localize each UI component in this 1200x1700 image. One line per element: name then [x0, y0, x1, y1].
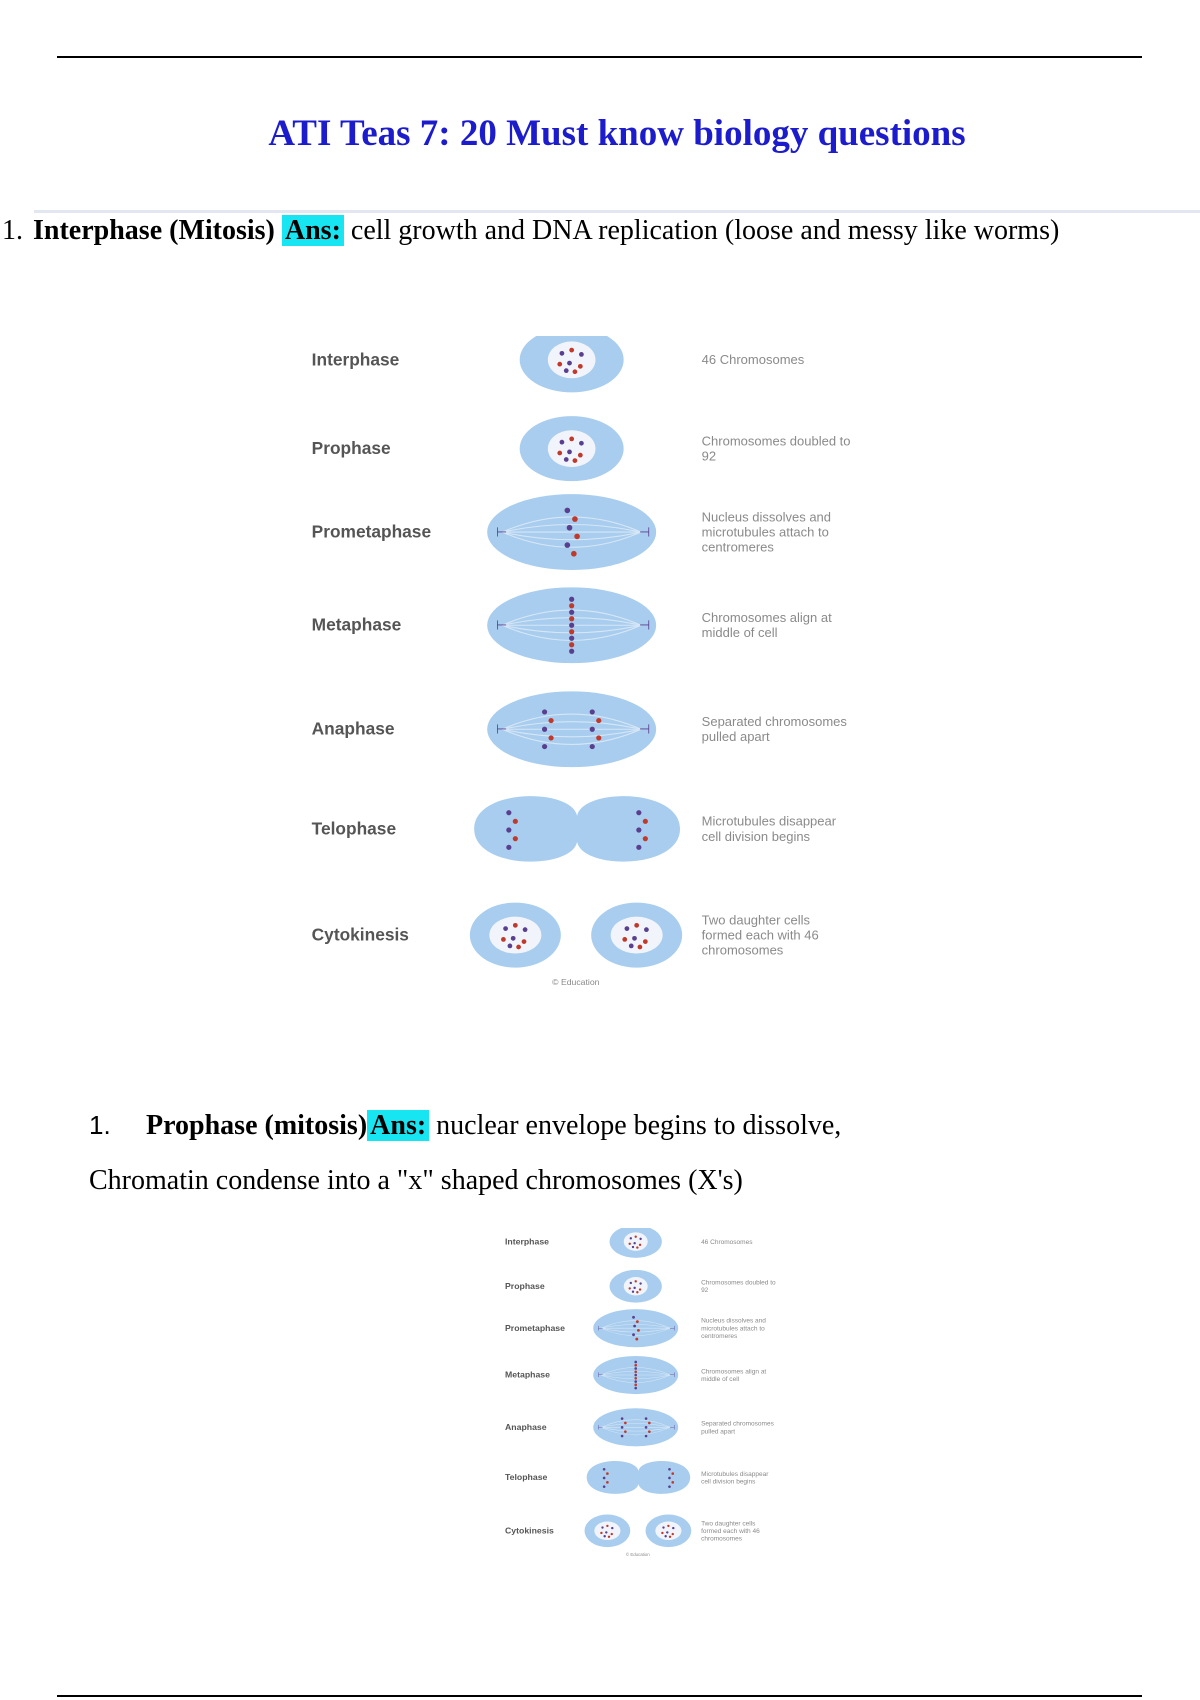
stage-note [702, 433, 851, 463]
chromosome-dot [600, 1532, 602, 1534]
chromosome-dot [567, 525, 573, 531]
centrosome-left: ⊢ [597, 1325, 604, 1333]
chromosome-dot [578, 453, 583, 458]
stage-note [702, 352, 805, 367]
daughter-nucleus [594, 1522, 620, 1541]
chromosome-dot [590, 727, 595, 732]
chromosome-dot [523, 927, 528, 932]
chromosome-dot [634, 1374, 637, 1377]
chromosome-dot [643, 819, 648, 824]
chromosome-dot [621, 1417, 624, 1420]
chromosome-dot [578, 364, 583, 369]
chromosome-dot [603, 1477, 606, 1480]
chromosome-dot [625, 926, 630, 931]
stage-note-line: Separated chromosomes [701, 714, 847, 729]
chromosome-dot [668, 1468, 671, 1471]
chromosome-dot [635, 1280, 637, 1282]
chromosome-dot [572, 516, 578, 522]
chromosome-dot [557, 451, 562, 456]
chromosome-dot [671, 1481, 674, 1484]
stage-note-line: 46 Chromosomes [701, 1238, 753, 1246]
cell-body [587, 1461, 690, 1494]
chromosome-dot [624, 1422, 627, 1425]
stage-label: Prophase [311, 438, 391, 459]
question-1-term: Interphase (Mitosis) [33, 215, 275, 246]
chromosome-dot [569, 603, 574, 608]
chromosome-dot [611, 1533, 613, 1535]
chromosome-dot [667, 1525, 669, 1527]
chromosome-dot [630, 1282, 632, 1284]
stage-note-line: Nucleus dissolves and [701, 1317, 766, 1325]
centrosome-right: ⊣ [669, 1372, 676, 1380]
daughter-nucleus [611, 917, 663, 954]
stage-note-line: pulled apart [701, 1428, 736, 1436]
chromosome-dot [636, 1291, 638, 1293]
chromosome-dot [603, 1468, 606, 1471]
stage-note-line: Two daughter cells [701, 912, 811, 928]
chromosome-dot [567, 450, 572, 455]
chromosome-dot [501, 937, 506, 942]
stage-note-line: cell division begins [701, 1478, 756, 1486]
chromosome-dot [611, 1527, 613, 1529]
question-2-answer-line2: Chromatin condense into a "x" shaped chromosomes (X's) [89, 1165, 743, 1196]
chromosome-dot [522, 939, 527, 944]
stage-label: Telophase [505, 1472, 548, 1483]
chromosome-dot [621, 1435, 624, 1438]
chromosome-dot [557, 362, 562, 367]
chromosome-dot [632, 936, 637, 941]
stage-note-line: 92 [701, 448, 717, 464]
chromosome-dot [564, 457, 569, 462]
chromosome-dot [608, 1536, 610, 1538]
question-2-term: Prophase (mitosis) [146, 1110, 368, 1141]
centrosome-right: ⊣ [669, 1325, 676, 1333]
chromosome-dot [632, 1316, 635, 1319]
stage-note-line: Two daughter cells [701, 1520, 756, 1528]
chromosome-dot [661, 1532, 663, 1534]
stage-note [702, 714, 848, 744]
chromosome-dot [606, 1481, 609, 1484]
stage-note-line: Separated chromosomes [701, 1420, 774, 1428]
stage-note-line: cell division begins [701, 828, 811, 844]
stage-label: Cytokinesis [505, 1525, 554, 1536]
chromosome-dot [564, 368, 569, 373]
stage-label: Prometaphase [505, 1322, 565, 1333]
stage-note-line: formed each with 46 [701, 1527, 760, 1535]
chromosome-dot [603, 1485, 606, 1488]
stage-note [702, 814, 837, 844]
stage-cytokinesis [312, 903, 819, 986]
chromosome-dot [636, 1246, 638, 1248]
chromosome-dot [506, 810, 511, 815]
bottom-rule [57, 1695, 1142, 1697]
chromosome-dot [569, 642, 574, 647]
stage-note-line: Microtubules disappear [701, 1470, 769, 1478]
chromosome-dot [629, 1287, 631, 1289]
chromosome-dot [569, 629, 574, 634]
stage-note [701, 1520, 760, 1542]
chromosome-dot [548, 735, 553, 740]
chromosome-dot [629, 1243, 631, 1245]
centrosome-left: ⊢ [495, 721, 508, 737]
chromosome-dot [636, 827, 641, 832]
stage-note-line: Chromosomes doubled to [701, 433, 851, 449]
chromosome-dot [511, 936, 516, 941]
chromosome-dot [579, 352, 584, 357]
stage-prophase [312, 416, 851, 481]
chromosome-dot [632, 1290, 634, 1292]
chromosome-dot [644, 927, 649, 932]
stage-anaphase [312, 691, 848, 767]
chromosome-dot [569, 597, 574, 602]
centrosome-left: ⊢ [597, 1372, 604, 1380]
chromosome-dot [506, 827, 511, 832]
chromosome-dot [506, 845, 511, 850]
question-1-body [33, 213, 1173, 249]
chromosome-dot [645, 1435, 648, 1438]
chromosome-dot [634, 923, 639, 928]
stage-prometaphase [505, 1309, 766, 1347]
chromosome-dot [672, 1533, 674, 1535]
stage-note-line: centromeres [701, 1332, 738, 1340]
chromosome-dot [630, 1237, 632, 1239]
chromosome-dot [664, 1535, 666, 1537]
chromosome-dot [645, 1417, 648, 1420]
chromosome-dot [565, 508, 571, 514]
chromosome-dot [548, 718, 553, 723]
chromosome-dot [560, 351, 565, 356]
question-2-ans-label: Ans: [367, 1110, 429, 1141]
centrosome-left: ⊢ [597, 1424, 604, 1432]
stage-note-line: chromosomes [701, 1535, 742, 1543]
stage-note [701, 1280, 776, 1295]
stage-label: Interphase [311, 349, 400, 370]
chromosome-dot [560, 440, 565, 445]
chromosome-dot [621, 1426, 624, 1429]
chromosome-dot [571, 551, 577, 557]
chromosome-dot [606, 1472, 609, 1475]
chromosome-dot [634, 1380, 637, 1383]
stage-note [701, 1421, 775, 1436]
mitosis-diagram-small [505, 1228, 810, 1558]
chromosome-dot [601, 1526, 603, 1528]
stage-cytokinesis [505, 1514, 760, 1556]
chromosome-dot [637, 1329, 640, 1332]
chromosome-dot [668, 1485, 671, 1488]
top-rule [57, 56, 1142, 58]
chromosome-dot [635, 1235, 637, 1237]
chromosome-dot [579, 441, 584, 446]
chromosome-dot [639, 1238, 641, 1240]
chromosome-dot [632, 1333, 635, 1336]
cell-nucleus [548, 430, 596, 467]
stage-interphase [505, 1228, 753, 1258]
stage-note-line: pulled apart [701, 729, 770, 745]
chromosome-dot [622, 937, 627, 942]
chromosome-dot [574, 534, 580, 540]
chromosome-dot [513, 923, 518, 928]
stage-prometaphase [312, 494, 831, 570]
chromosome-dot [633, 1325, 636, 1328]
stage-note [702, 509, 831, 554]
daughter-nucleus [489, 917, 541, 954]
chromosome-dot [516, 945, 521, 950]
stage-telophase [312, 796, 837, 861]
chromosome-dot [668, 1477, 671, 1480]
chromosome-dot [669, 1536, 671, 1538]
centrosome-left: ⊢ [495, 524, 508, 540]
chromosome-dot [634, 1387, 637, 1390]
centrosome-right: ⊣ [669, 1424, 676, 1432]
question-2-number: 1. [89, 1110, 111, 1140]
chromosome-dot [633, 1287, 635, 1289]
stage-label: Cytokinesis [311, 924, 409, 945]
chromosome-dot [603, 1535, 605, 1537]
cell-nucleus [624, 1277, 648, 1296]
stage-note [701, 1239, 753, 1246]
chromosome-dot [632, 1246, 634, 1248]
stage-note-line: middle of cell [701, 1376, 740, 1384]
centrosome-right: ⊣ [638, 617, 651, 633]
stage-note-line: Chromosomes doubled to [701, 1279, 776, 1287]
chromosome-dot [634, 1384, 637, 1387]
stage-note-line: Chromosomes align at [701, 610, 832, 625]
stage-label: Telophase [311, 818, 397, 839]
question-1-answer: cell growth and DNA replication (loose and messy like worms) [350, 215, 1060, 246]
chromosome-dot [643, 939, 648, 944]
chromosome-dot [638, 945, 643, 950]
chromosome-dot [636, 810, 641, 815]
chromosome-dot [567, 361, 572, 366]
chromosome-dot [606, 1525, 608, 1527]
stage-label: Anaphase [311, 718, 395, 739]
stage-label: Metaphase [505, 1369, 550, 1380]
chromosome-dot [672, 1527, 674, 1529]
chromosome-dot [569, 649, 574, 654]
mitosis-diagram-large [310, 336, 920, 986]
chromosome-dot [636, 845, 641, 850]
stage-note [701, 1471, 769, 1486]
centrosome-right: ⊣ [638, 524, 651, 540]
chromosome-dot [624, 1430, 627, 1433]
chromosome-dot [636, 1320, 639, 1323]
stage-note-line: 46 Chromosomes [701, 352, 805, 368]
chromosome-dot [633, 1242, 635, 1244]
chromosome-dot [569, 437, 574, 442]
stage-anaphase [505, 1408, 775, 1446]
chromosome-dot [542, 744, 547, 749]
chromosome-dot [643, 836, 648, 841]
chromosome-dot [513, 836, 518, 841]
diagram-credit: © Education [625, 1551, 650, 1557]
stage-label: Anaphase [505, 1422, 547, 1433]
stage-note [702, 912, 819, 957]
chromosome-dot [508, 944, 513, 949]
chromosome-dot [542, 727, 547, 732]
chromosome-dot [590, 744, 595, 749]
chromosome-dot [503, 926, 508, 931]
cell-nucleus [624, 1232, 648, 1251]
question-2-answer-line1: nuclear envelope begins to dissolve, [436, 1110, 842, 1141]
daughter-nucleus [655, 1522, 681, 1541]
chromosome-dot [645, 1426, 648, 1429]
chromosome-dot [565, 542, 571, 548]
chromosome-dot [634, 1367, 637, 1370]
chromosome-dot [573, 458, 578, 463]
stage-note-line: formed each with 46 [701, 927, 819, 943]
stage-note [702, 610, 832, 640]
stage-metaphase [312, 587, 832, 663]
chromosome-dot [569, 636, 574, 641]
stage-note [701, 1318, 766, 1340]
stage-note-line: Microtubules disappear [701, 813, 837, 829]
stage-label: Prometaphase [311, 521, 432, 542]
chromosome-dot [639, 1282, 641, 1284]
stage-note-line: chromosomes [701, 942, 784, 958]
stage-note-line: centromeres [701, 539, 774, 555]
chromosome-dot [569, 616, 574, 621]
diagram-credit: © Education [552, 976, 600, 986]
stage-note-line: 92 [701, 1287, 709, 1295]
stage-prophase [505, 1270, 776, 1303]
chromosome-dot [596, 735, 601, 740]
chromosome-dot [635, 1338, 638, 1341]
stage-note-line: middle of cell [701, 625, 778, 641]
question-1-number: 1. [2, 215, 23, 246]
stage-note-line: Nucleus dissolves and [701, 509, 832, 525]
chromosome-dot [671, 1472, 674, 1475]
stage-label: Prophase [505, 1280, 545, 1291]
chromosome-dot [513, 819, 518, 824]
centrosome-left: ⊢ [495, 617, 508, 633]
chromosome-dot [648, 1430, 651, 1433]
chromosome-dot [634, 1364, 637, 1367]
stage-label: Metaphase [311, 614, 402, 635]
chromosome-dot [662, 1526, 664, 1528]
chromosome-dot [596, 718, 601, 723]
chromosome-dot [605, 1531, 607, 1533]
chromosome-dot [569, 348, 574, 353]
chromosome-dot [542, 709, 547, 714]
chromosome-dot [573, 369, 578, 374]
stage-note [701, 1368, 766, 1383]
stage-interphase [312, 336, 805, 392]
stage-telophase [505, 1461, 769, 1494]
page-title: ATI Teas 7: 20 Must know biology questions [268, 113, 966, 154]
stage-label: Interphase [505, 1236, 550, 1247]
chromosome-dot [569, 610, 574, 615]
chromosome-dot [648, 1422, 651, 1425]
chromosome-dot [634, 1370, 637, 1373]
question-1-ans-label: Ans: [282, 215, 344, 246]
chromosome-dot [639, 1244, 641, 1246]
cell-nucleus [548, 341, 596, 378]
chromosome-dot [590, 709, 595, 714]
stage-note-line: microtubules attach to [701, 524, 829, 540]
chromosome-dot [629, 944, 634, 949]
stage-note-line: microtubules attach to [701, 1325, 765, 1333]
chromosome-dot [666, 1531, 668, 1533]
chromosome-dot [639, 1288, 641, 1290]
chromosome-dot [569, 623, 574, 628]
centrosome-right: ⊣ [638, 721, 651, 737]
stage-metaphase [505, 1356, 766, 1394]
chromosome-dot [634, 1377, 637, 1380]
cell-body [474, 796, 680, 861]
chromosome-dot [634, 1361, 637, 1364]
stage-note-line: Chromosomes align at [701, 1368, 767, 1376]
